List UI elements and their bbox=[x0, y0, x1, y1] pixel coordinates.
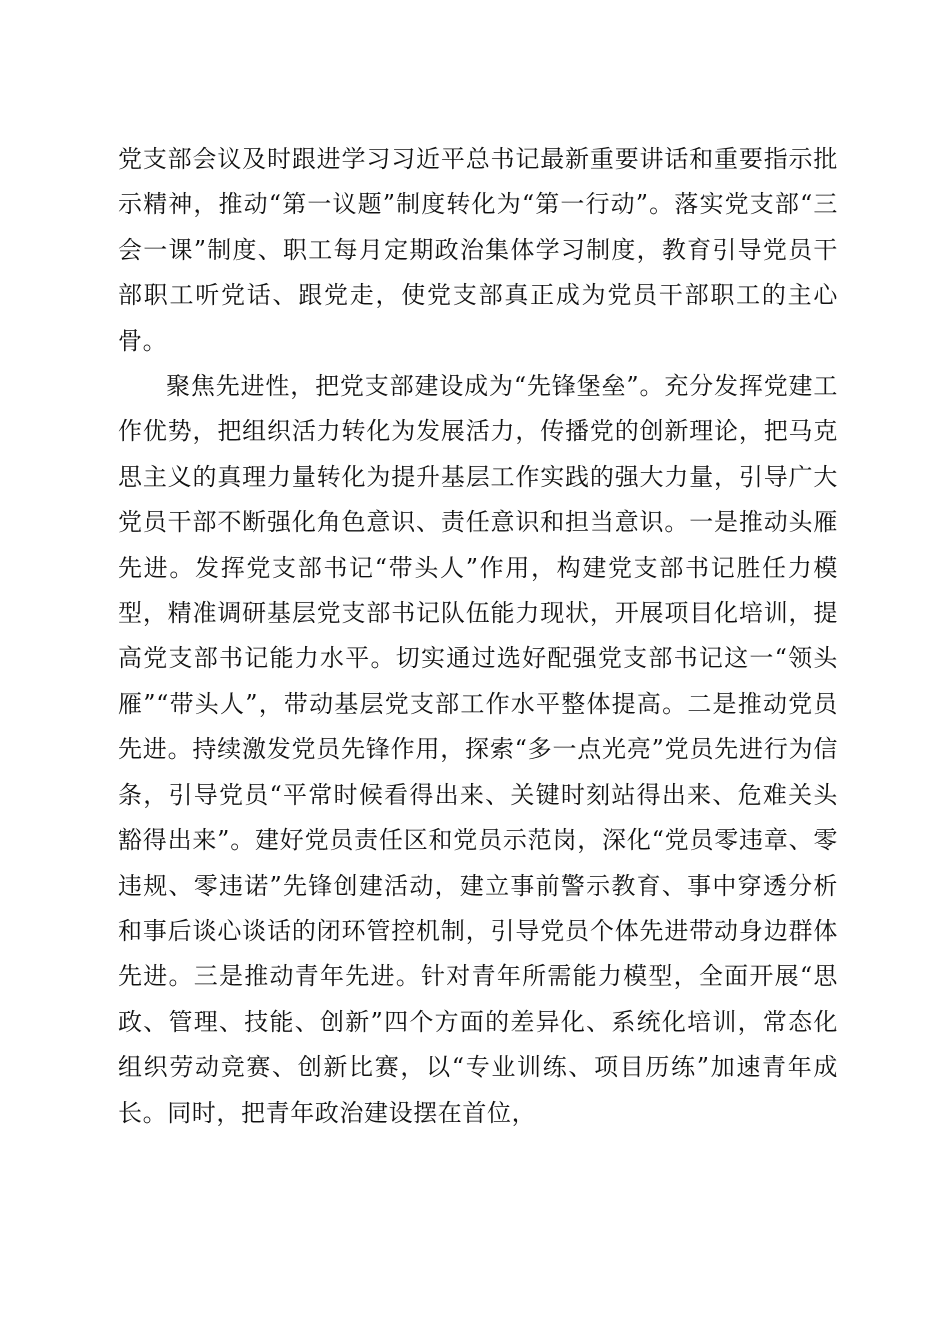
document-body bbox=[118, 137, 838, 1136]
paragraph-1: 党支部会议及时跟进学习习近平总书记最新重要讲话和重要指示批示精神，推动“第一议题”制度转化为“第一行动”。落实党支部“三会一课”制度、职工每月定期政治集体学习制度，教育引导党员干部职工听党话、跟党走，使党支部真正成为党员干部职工的主心骨。 bbox=[118, 145, 838, 355]
paragraph-2: 聚焦先进性，把党支部建设成为“先锋堡垒”。充分发挥党建工作优势，把组织活力转化为发展活力，传播党的创新理论，把马克思主义的真理力量转化为提升基层工作实践的强大力量，引导广大党员干部不断强化角色意识、责任意识和担当意识。一是推动头雁先进。发挥党支部书记“带头人”作用，构建党支部书记胜任力模型，精准调研基层党支部书记队伍能力现状，开展项目化培训，提高党支部书记能力水平。切实通过选好配强党支部书记这一“领头雁”“带头人”，带动基层党支部工作水平整体提高。二是推动党员先进。持续激发党员先锋作用，探索“多一点光亮”党员先进行为信条，引导党员“平常时候看得出来、关键时刻站得出来、危难关头豁得出来”。建好党员责任区和党员示范岗，深化“党员零违章、零违规、零违诺”先锋创建活动，建立事前警示教育、事中穿透分析和事后谈心谈话的闭环管控机制，引导党员个体先进带动身边群体先进。三是推动青年先进。针对青年所需能力模型，全面开展“思政、管理、技能、创新”四个方面的差异化、系统化培训，常态化组织劳动竞赛、创新比赛，以“专业训练、项目历练”加速青年成长。同时，把青年政治建设摆在首位， bbox=[118, 372, 838, 1127]
